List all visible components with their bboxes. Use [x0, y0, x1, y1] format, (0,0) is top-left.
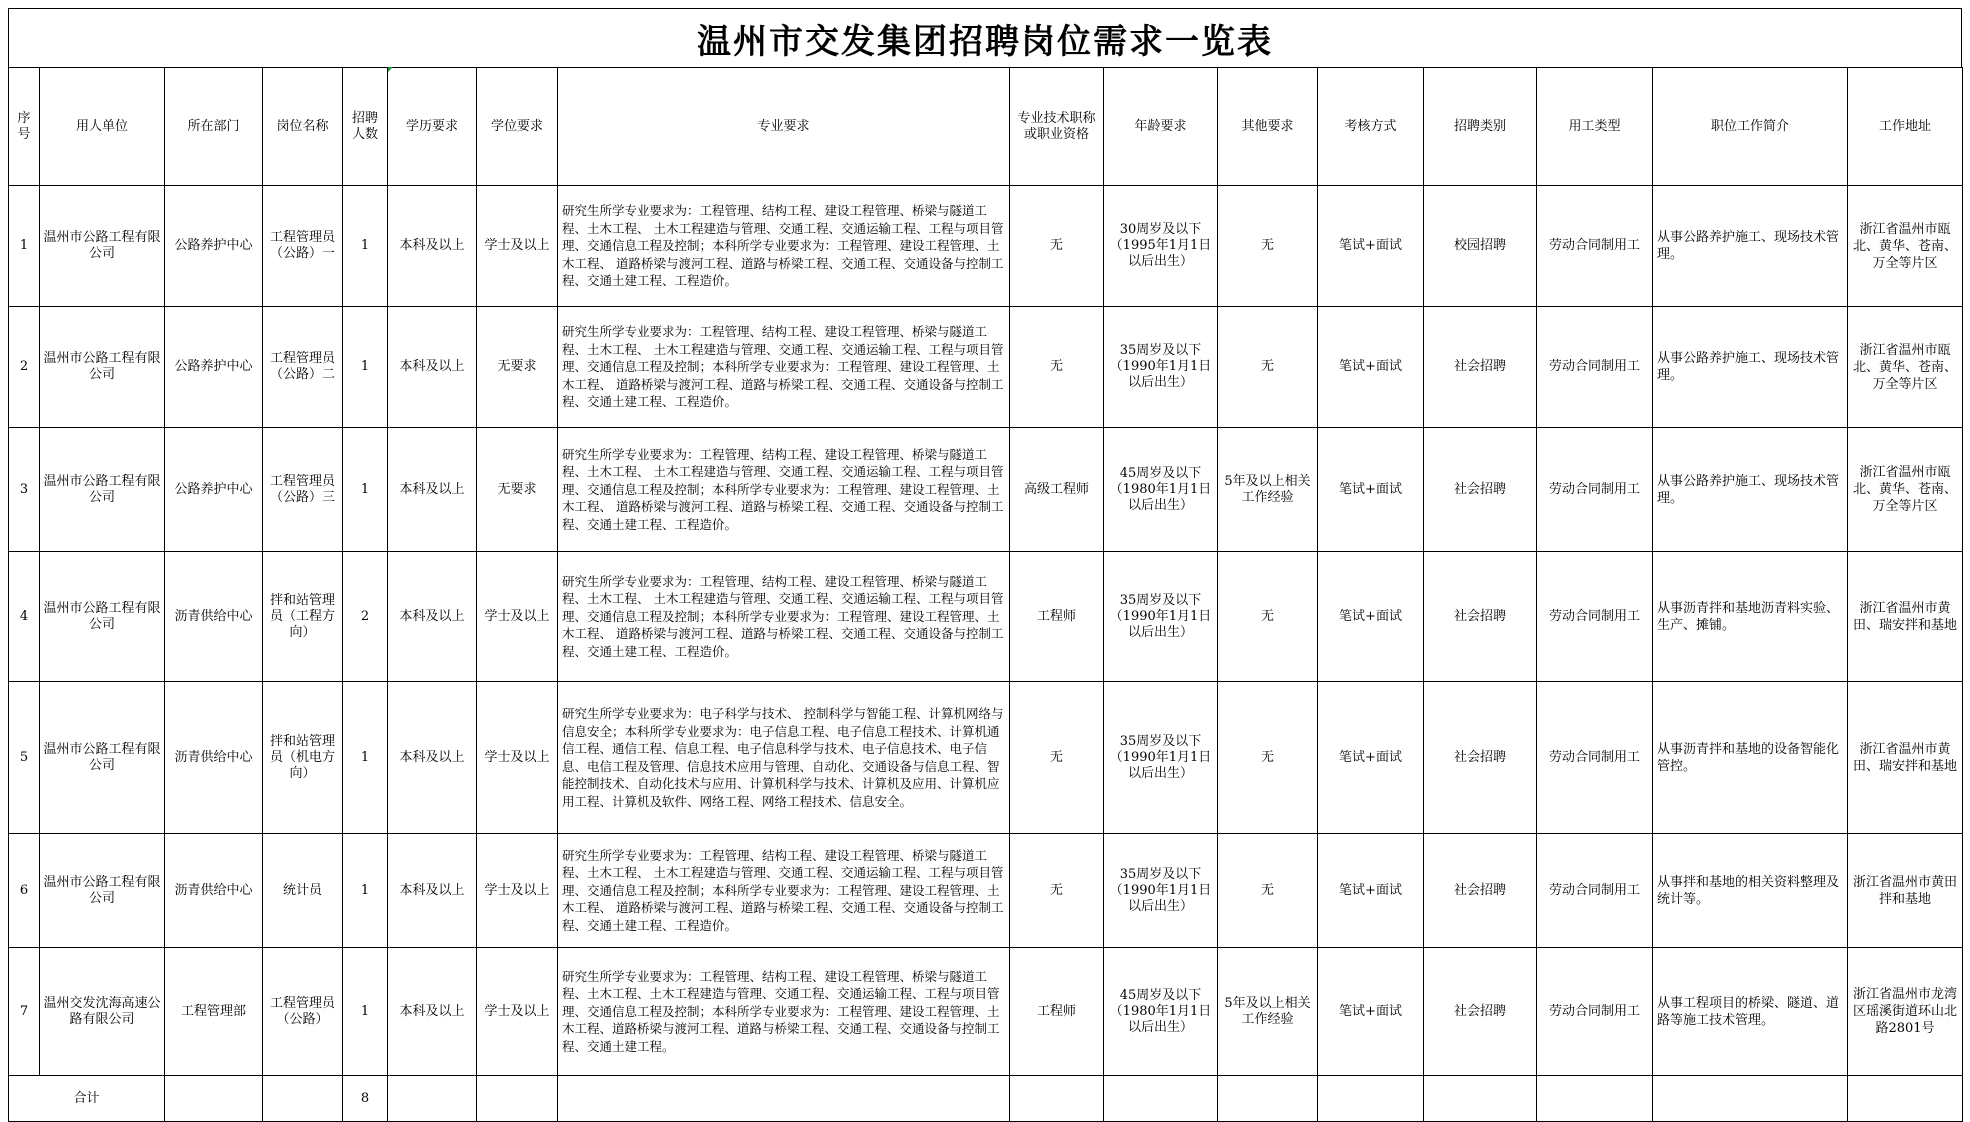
cell-assessment: 笔试+面试 — [1318, 428, 1424, 552]
cell-degree: 学士及以上 — [477, 948, 558, 1076]
cell-other: 无 — [1218, 186, 1318, 307]
cell-position: 拌和站管理员（机电方向） — [263, 682, 343, 834]
cell-education: 本科及以上 — [388, 682, 477, 834]
cell-intro: 从事公路养护施工、现场技术管理。 — [1653, 186, 1848, 307]
cell-degree: 学士及以上 — [477, 834, 558, 948]
header-intro: 职位工作简介 — [1653, 68, 1848, 186]
cell-major: 研究生所学专业要求为：工程管理、结构工程、建设工程管理、桥梁与隧道工程、土木工程、 土木工程建造与管理、交通工程、交通运输工程、工程与项目管理、交通信息工程及控制；本科所学专业要求为：工程管理、建设工程管理、土木工程、 道路桥梁与渡河工程、道路与桥梁工程、交通工程、交通设备与控制工程、交通土建工程、工程造价。 — [558, 428, 1010, 552]
header-department: 所在部门 — [165, 68, 263, 186]
cell-education: 本科及以上 — [388, 186, 477, 307]
cell-seq: 5 — [9, 682, 40, 834]
cell-qualification: 高级工程师 — [1010, 428, 1104, 552]
cell-recruit-type: 社会招聘 — [1424, 428, 1537, 552]
header-age: 年龄要求 — [1104, 68, 1218, 186]
cell-degree: 学士及以上 — [477, 682, 558, 834]
table-row — [9, 834, 1963, 948]
cell-major: 研究生所学专业要求为：电子科学与技术、 控制科学与智能工程、计算机网络与信息安全；本科所学专业要求为：电子信息工程、电子信息工程技术、计算机通信工程、通信工程、信息工程、电子信息科学与技术、电子信息技术、电子信息、电信工程及管理、信息技术应用与管理、自动化、交通设备与信息工程、智能控制技术、自动化技术与应用、计算机科学与技术、计算机及应用、计算机应用工程、计算机及软件、网络工程、网络工程技术、信息安全。 — [558, 682, 1010, 834]
cell-assessment: 笔试+面试 — [1318, 552, 1424, 682]
cell-intro: 从事沥青拌和基地的设备智能化管控。 — [1653, 682, 1848, 834]
cell-major: 研究生所学专业要求为：工程管理、结构工程、建设工程管理、桥梁与隧道工程、土木工程、 土木工程建造与管理、交通工程、交通运输工程、工程与项目管理、交通信息工程及控制；本科所学专业要求为：工程管理、建设工程管理、土木工程、 道路桥梁与渡河工程、道路与桥梁工程、交通工程、交通设备与控制工程、交通土建工程、工程造价。 — [558, 552, 1010, 682]
cell-recruit-type: 社会招聘 — [1424, 834, 1537, 948]
cell-intro: 从事公路养护施工、现场技术管理。 — [1653, 307, 1848, 428]
recruitment-sheet — [8, 8, 1962, 1122]
cell-other: 5年及以上相关工作经验 — [1218, 948, 1318, 1076]
cell-recruit-type: 校园招聘 — [1424, 186, 1537, 307]
header-seq: 序号 — [9, 68, 40, 186]
cell-seq: 1 — [9, 186, 40, 307]
cell-seq: 3 — [9, 428, 40, 552]
cell-employ-type: 劳动合同制用工 — [1537, 552, 1653, 682]
cell-position: 统计员 — [263, 834, 343, 948]
cell-department: 沥青供给中心 — [165, 552, 263, 682]
total-empty-cell — [558, 1076, 1010, 1122]
cell-employ-type: 劳动合同制用工 — [1537, 307, 1653, 428]
cell-comment-marker — [388, 67, 393, 72]
cell-count: 1 — [343, 307, 388, 428]
cell-intro: 从事公路养护施工、现场技术管理。 — [1653, 428, 1848, 552]
cell-major: 研究生所学专业要求为：工程管理、结构工程、建设工程管理、桥梁与隧道工程、土木工程、 土木工程建造与管理、交通工程、交通运输工程、工程与项目管理、交通信息工程及控制；本科所学专业要求为：工程管理、建设工程管理、土木工程、 道路桥梁与渡河工程、道路与桥梁工程、交通工程、交通设备与控制工程、交通土建工程、工程造价。 — [558, 834, 1010, 948]
cell-education: 本科及以上 — [388, 552, 477, 682]
table-row — [9, 186, 1963, 307]
cell-employer: 温州市公路工程有限公司 — [40, 834, 165, 948]
cell-employer: 温州市公路工程有限公司 — [40, 307, 165, 428]
cell-department: 公路养护中心 — [165, 307, 263, 428]
cell-intro: 从事沥青拌和基地沥青料实验、生产、摊铺。 — [1653, 552, 1848, 682]
cell-employ-type: 劳动合同制用工 — [1537, 428, 1653, 552]
cell-other: 无 — [1218, 552, 1318, 682]
cell-position: 工程管理员（公路） — [263, 948, 343, 1076]
cell-employer: 温州市公路工程有限公司 — [40, 552, 165, 682]
cell-employer: 温州市公路工程有限公司 — [40, 428, 165, 552]
total-empty-cell — [388, 1076, 477, 1122]
cell-location: 浙江省温州市黄田、瑞安拌和基地 — [1848, 682, 1963, 834]
header-row — [9, 68, 1963, 186]
cell-position: 工程管理员（公路）三 — [263, 428, 343, 552]
total-empty-cell — [1424, 1076, 1537, 1122]
cell-employer: 温州交发沈海高速公路有限公司 — [40, 948, 165, 1076]
header-recruit-type: 招聘类别 — [1424, 68, 1537, 186]
header-other: 其他要求 — [1218, 68, 1318, 186]
cell-location: 浙江省温州市黄田、瑞安拌和基地 — [1848, 552, 1963, 682]
cell-department: 沥青供给中心 — [165, 682, 263, 834]
cell-recruit-type: 社会招聘 — [1424, 682, 1537, 834]
positions-table — [8, 67, 1963, 1122]
header-education: 学历要求 — [388, 68, 477, 186]
total-empty-cell — [1318, 1076, 1424, 1122]
total-empty-cell — [1218, 1076, 1318, 1122]
header-assessment: 考核方式 — [1318, 68, 1424, 186]
table-row — [9, 552, 1963, 682]
cell-employ-type: 劳动合同制用工 — [1537, 834, 1653, 948]
cell-education: 本科及以上 — [388, 307, 477, 428]
cell-other: 无 — [1218, 307, 1318, 428]
table-row — [9, 307, 1963, 428]
cell-department: 工程管理部 — [165, 948, 263, 1076]
total-count: 8 — [343, 1076, 388, 1122]
cell-recruit-type: 社会招聘 — [1424, 948, 1537, 1076]
cell-degree: 学士及以上 — [477, 186, 558, 307]
cell-count: 2 — [343, 552, 388, 682]
cell-age: 30周岁及以下（1995年1月1日以后出生） — [1104, 186, 1218, 307]
cell-position: 工程管理员（公路）二 — [263, 307, 343, 428]
cell-qualification: 工程师 — [1010, 552, 1104, 682]
cell-age: 45周岁及以下（1980年1月1日以后出生） — [1104, 948, 1218, 1076]
cell-other: 无 — [1218, 834, 1318, 948]
cell-department: 公路养护中心 — [165, 428, 263, 552]
cell-seq: 2 — [9, 307, 40, 428]
cell-assessment: 笔试+面试 — [1318, 307, 1424, 428]
total-empty-cell — [165, 1076, 263, 1122]
cell-assessment: 笔试+面试 — [1318, 186, 1424, 307]
cell-education: 本科及以上 — [388, 428, 477, 552]
cell-employ-type: 劳动合同制用工 — [1537, 948, 1653, 1076]
cell-location: 浙江省温州市瓯北、黄华、苍南、万全等片区 — [1848, 186, 1963, 307]
header-qualification: 专业技术职称或职业资格 — [1010, 68, 1104, 186]
header-employ-type: 用工类型 — [1537, 68, 1653, 186]
header-count: 招聘人数 — [343, 68, 388, 186]
cell-employ-type: 劳动合同制用工 — [1537, 186, 1653, 307]
cell-location: 浙江省温州市瓯北、黄华、苍南、万全等片区 — [1848, 307, 1963, 428]
cell-location: 浙江省温州市瓯北、黄华、苍南、万全等片区 — [1848, 428, 1963, 552]
cell-seq: 7 — [9, 948, 40, 1076]
cell-count: 1 — [343, 186, 388, 307]
cell-qualification: 无 — [1010, 186, 1104, 307]
cell-department: 公路养护中心 — [165, 186, 263, 307]
page-title: 温州市交发集团招聘岗位需求一览表 — [697, 21, 1273, 62]
cell-major: 研究生所学专业要求为：工程管理、结构工程、建设工程管理、桥梁与隧道工程、土木工程、 土木工程建造与管理、交通工程、交通运输工程、工程与项目管理、交通信息工程及控制；本科所学专业要求为：工程管理、建设工程管理、土木工程、 道路桥梁与渡河工程、道路与桥梁工程、交通工程、交通设备与控制工程、交通土建工程、工程造价。 — [558, 186, 1010, 307]
cell-major: 研究生所学专业要求为：工程管理、结构工程、建设工程管理、桥梁与隧道工程、土木工程、 土木工程建造与管理、交通工程、交通运输工程、工程与项目管理、交通信息工程及控制；本科所学专业要求为：工程管理、建设工程管理、土木工程、 道路桥梁与渡河工程、道路与桥梁工程、交通工程、交通设备与控制工程、交通土建工程、工程造价。 — [558, 307, 1010, 428]
cell-qualification: 无 — [1010, 834, 1104, 948]
total-empty-cell — [263, 1076, 343, 1122]
cell-education: 本科及以上 — [388, 834, 477, 948]
header-location: 工作地址 — [1848, 68, 1963, 186]
cell-count: 1 — [343, 834, 388, 948]
cell-degree: 无要求 — [477, 307, 558, 428]
cell-seq: 4 — [9, 552, 40, 682]
cell-employer: 温州市公路工程有限公司 — [40, 186, 165, 307]
total-empty-cell — [1104, 1076, 1218, 1122]
total-label: 合计 — [9, 1076, 165, 1122]
cell-recruit-type: 社会招聘 — [1424, 307, 1537, 428]
table-row — [9, 682, 1963, 834]
cell-qualification: 工程师 — [1010, 948, 1104, 1076]
cell-degree: 学士及以上 — [477, 552, 558, 682]
cell-qualification: 无 — [1010, 682, 1104, 834]
cell-department: 沥青供给中心 — [165, 834, 263, 948]
cell-position: 工程管理员（公路）一 — [263, 186, 343, 307]
cell-education: 本科及以上 — [388, 948, 477, 1076]
cell-intro: 从事工程项目的桥梁、隧道、道路等施工技术管理。 — [1653, 948, 1848, 1076]
cell-age: 35周岁及以下（1990年1月1日以后出生） — [1104, 834, 1218, 948]
total-empty-cell — [1653, 1076, 1848, 1122]
cell-age: 35周岁及以下（1990年1月1日以后出生） — [1104, 552, 1218, 682]
cell-age: 45周岁及以下（1980年1月1日以后出生） — [1104, 428, 1218, 552]
table-row — [9, 428, 1963, 552]
total-empty-cell — [1848, 1076, 1963, 1122]
cell-count: 1 — [343, 948, 388, 1076]
cell-count: 1 — [343, 682, 388, 834]
cell-assessment: 笔试+面试 — [1318, 948, 1424, 1076]
cell-assessment: 笔试+面试 — [1318, 834, 1424, 948]
total-empty-cell — [477, 1076, 558, 1122]
cell-age: 35周岁及以下（1990年1月1日以后出生） — [1104, 682, 1218, 834]
cell-age: 35周岁及以下（1990年1月1日以后出生） — [1104, 307, 1218, 428]
cell-location: 浙江省温州市龙湾区瑶溪街道环山北路2801号 — [1848, 948, 1963, 1076]
header-degree: 学位要求 — [477, 68, 558, 186]
cell-assessment: 笔试+面试 — [1318, 682, 1424, 834]
cell-qualification: 无 — [1010, 307, 1104, 428]
cell-degree: 无要求 — [477, 428, 558, 552]
cell-other: 5年及以上相关工作经验 — [1218, 428, 1318, 552]
header-employer: 用人单位 — [40, 68, 165, 186]
total-empty-cell — [1010, 1076, 1104, 1122]
total-empty-cell — [1537, 1076, 1653, 1122]
cell-recruit-type: 社会招聘 — [1424, 552, 1537, 682]
cell-position: 拌和站管理员（工程方向） — [263, 552, 343, 682]
cell-location: 浙江省温州市黄田拌和基地 — [1848, 834, 1963, 948]
cell-major: 研究生所学专业要求为：工程管理、结构工程、建设工程管理、桥梁与隧道工程、土木工程、土木工程建造与管理、交通工程、交通运输工程、工程与项目管理、交通信息工程及控制；本科所学专业要求为：工程管理、建设工程管理、土木工程、道路桥梁与渡河工程、道路与桥梁工程、交通工程、交通设备与控制工程、交通土建工程。 — [558, 948, 1010, 1076]
cell-other: 无 — [1218, 682, 1318, 834]
header-major: 专业要求 — [558, 68, 1010, 186]
cell-employer: 温州市公路工程有限公司 — [40, 682, 165, 834]
title-row — [8, 8, 1962, 67]
cell-seq: 6 — [9, 834, 40, 948]
cell-employ-type: 劳动合同制用工 — [1537, 682, 1653, 834]
cell-intro: 从事拌和基地的相关资料整理及统计等。 — [1653, 834, 1848, 948]
table-row — [9, 948, 1963, 1076]
header-position: 岗位名称 — [263, 68, 343, 186]
cell-count: 1 — [343, 428, 388, 552]
total-row — [9, 1076, 1963, 1122]
